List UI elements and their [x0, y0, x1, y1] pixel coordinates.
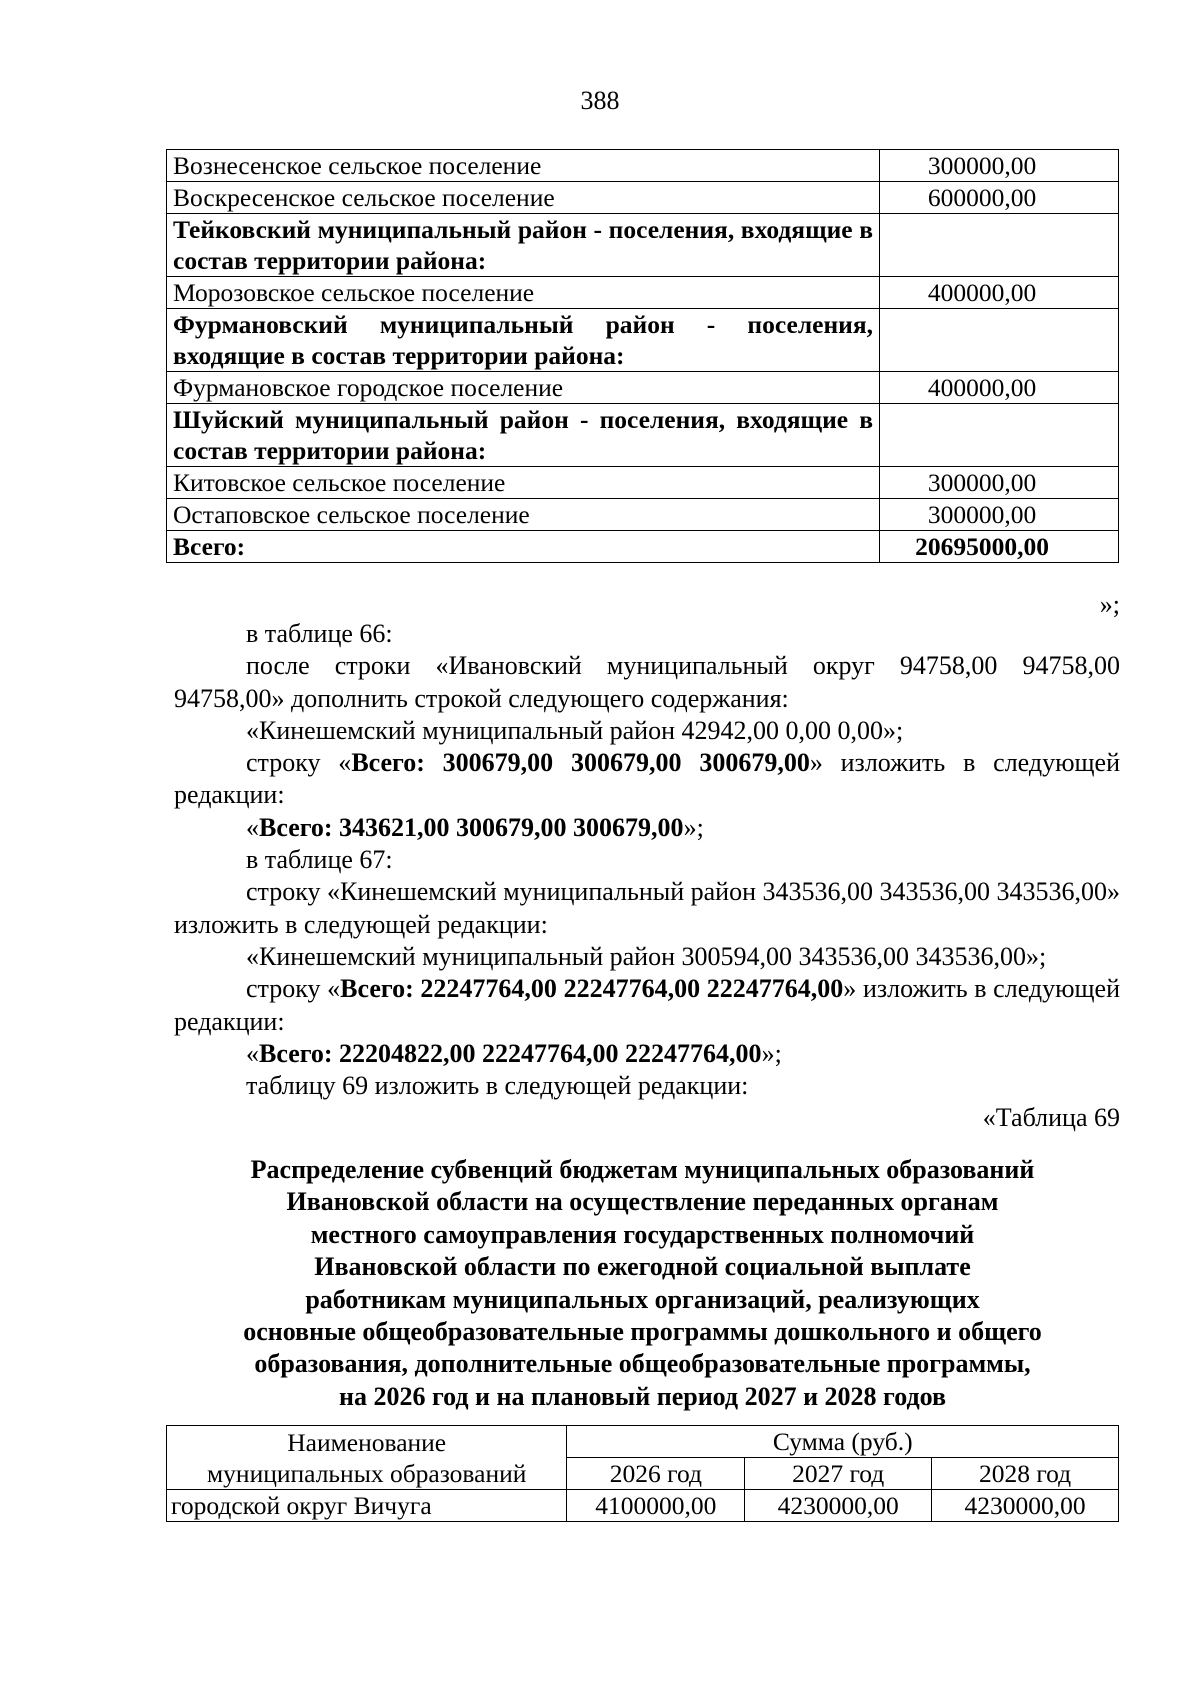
amount-cell: 600000,00 [880, 182, 1119, 214]
column-header-year: 2028 год [932, 1458, 1119, 1490]
paragraph: в таблице 66: [246, 619, 393, 648]
closing-quote: »; [1099, 590, 1120, 619]
municipality-name: городской округ Вичуга [167, 1490, 567, 1522]
table-row [167, 467, 1119, 499]
column-header-sum: Сумма (руб.) [567, 1426, 1119, 1458]
bold-text: Всего: 300679,00 300679,00 300679,00 [351, 748, 810, 778]
table-row [167, 499, 1119, 531]
table-row [167, 1490, 1119, 1522]
total-amount: 20695000,00 [880, 531, 1119, 563]
amount-cell [880, 404, 1119, 467]
column-header-year: 2027 год [745, 1458, 932, 1490]
district-header-row [167, 309, 1119, 372]
district-header: Шуйский муниципальный район - поселения, входящие в состав территории района: [167, 404, 880, 467]
table-label: «Таблица 69 [982, 1103, 1120, 1133]
amount-cell: 400000,00 [880, 372, 1119, 404]
text-span: »; [683, 812, 704, 842]
table-header-row [167, 1426, 1119, 1458]
bold-text: Всего: 343621,00 300679,00 300679,00 [259, 812, 684, 842]
text-span: « [246, 812, 259, 842]
paragraph [174, 747, 1120, 812]
district-header-row [167, 214, 1119, 277]
district-header-row [167, 404, 1119, 467]
title-line: на 2026 год и на плановый период 2027 и 2028 годов [338, 1381, 947, 1411]
text-span: строку « [246, 748, 352, 778]
paragraph: таблицу 69 изложить в следующей редакции: [246, 1071, 749, 1101]
paragraph: «Кинешемский муниципальный район 42942,00 0,00 0,00»; [246, 715, 904, 745]
text-span: « [246, 1038, 259, 1068]
header-line: Наименование [287, 1427, 447, 1457]
amount-cell: 300000,00 [880, 150, 1119, 182]
title-line: местного самоуправления государственных полномочий [310, 1219, 975, 1249]
title-line: Ивановской области на осуществление переданных органам [286, 1187, 999, 1217]
paragraph [174, 812, 1120, 844]
title-line: Ивановской области по ежегодной социальной выплате [314, 1252, 971, 1282]
amount-cell: 400000,00 [880, 277, 1119, 309]
municipality-name: Воскресенское сельское поселение [167, 182, 880, 214]
title-line: образования, дополнительные общеобразовательные программы, [254, 1349, 1031, 1379]
table-title [166, 1154, 1119, 1413]
title-line: Распределение субвенций бюджетам муниципальных образований [250, 1155, 1035, 1184]
district-header: Фурмановский муниципальный район - поселения, входящие в состав территории района: [167, 309, 880, 372]
table-row [167, 182, 1119, 214]
total-row [167, 531, 1119, 563]
municipality-name: Фурмановское городское поселение [167, 372, 880, 404]
header-line: муниципальных образований [207, 1458, 527, 1488]
total-label: Всего: [167, 531, 880, 563]
amount-cell [880, 309, 1119, 372]
amount-cell: 4230000,00 [745, 1490, 932, 1522]
bold-text: Всего: 22247764,00 22247764,00 22247764,00 [340, 974, 844, 1004]
page-number: 388 [580, 86, 620, 115]
title-line: основные общеобразовательные программы дошкольного и общего [243, 1317, 1042, 1347]
table-row [167, 150, 1119, 182]
allocation-table-continued [166, 149, 1119, 563]
amount-cell [880, 214, 1119, 277]
municipality-name: Вознесенское сельское поселение [167, 150, 880, 182]
text-span: » изложить в следующей редакции: [174, 974, 1121, 1036]
amount-cell: 300000,00 [880, 467, 1119, 499]
text-span: строку « [246, 974, 341, 1004]
paragraph: после строки «Ивановский муниципальный округ 94758,00 94758,00 94758,00» дополнить строкой следующего содержания: [174, 651, 1120, 713]
title-line: работникам муниципальных организаций, реализующих [305, 1284, 980, 1314]
paragraph: строку «Кинешемский муниципальный район 343536,00 343536,00 343536,00» изложить в следующей редакции: [174, 877, 1120, 939]
table-row [167, 277, 1119, 309]
amount-cell: 4230000,00 [932, 1490, 1119, 1522]
municipality-name: Остаповское сельское поселение [167, 499, 880, 531]
column-header-year: 2026 год [567, 1458, 745, 1490]
bold-text: Всего: 22204822,00 22247764,00 22247764,00 [259, 1038, 762, 1068]
amount-cell: 300000,00 [880, 499, 1119, 531]
amount-cell: 4100000,00 [567, 1490, 745, 1522]
text-span: »; [761, 1038, 782, 1068]
district-header: Тейковский муниципальный район - поселения, входящие в состав территории района: [167, 214, 880, 277]
subvention-table [166, 1425, 1119, 1522]
column-header-name [167, 1426, 567, 1490]
municipality-name: Морозовское сельское поселение [167, 277, 880, 309]
paragraph [174, 1038, 1120, 1070]
paragraph [174, 973, 1120, 1038]
table-row [167, 372, 1119, 404]
text-span: » изложить в следующей редакции: [174, 748, 1121, 810]
paragraph: «Кинешемский муниципальный район 300594,00 343536,00 343536,00»; [246, 941, 1047, 971]
municipality-name: Китовское сельское поселение [167, 467, 880, 499]
amendment-text [174, 618, 1120, 1135]
paragraph: в таблице 67: [246, 845, 393, 875]
